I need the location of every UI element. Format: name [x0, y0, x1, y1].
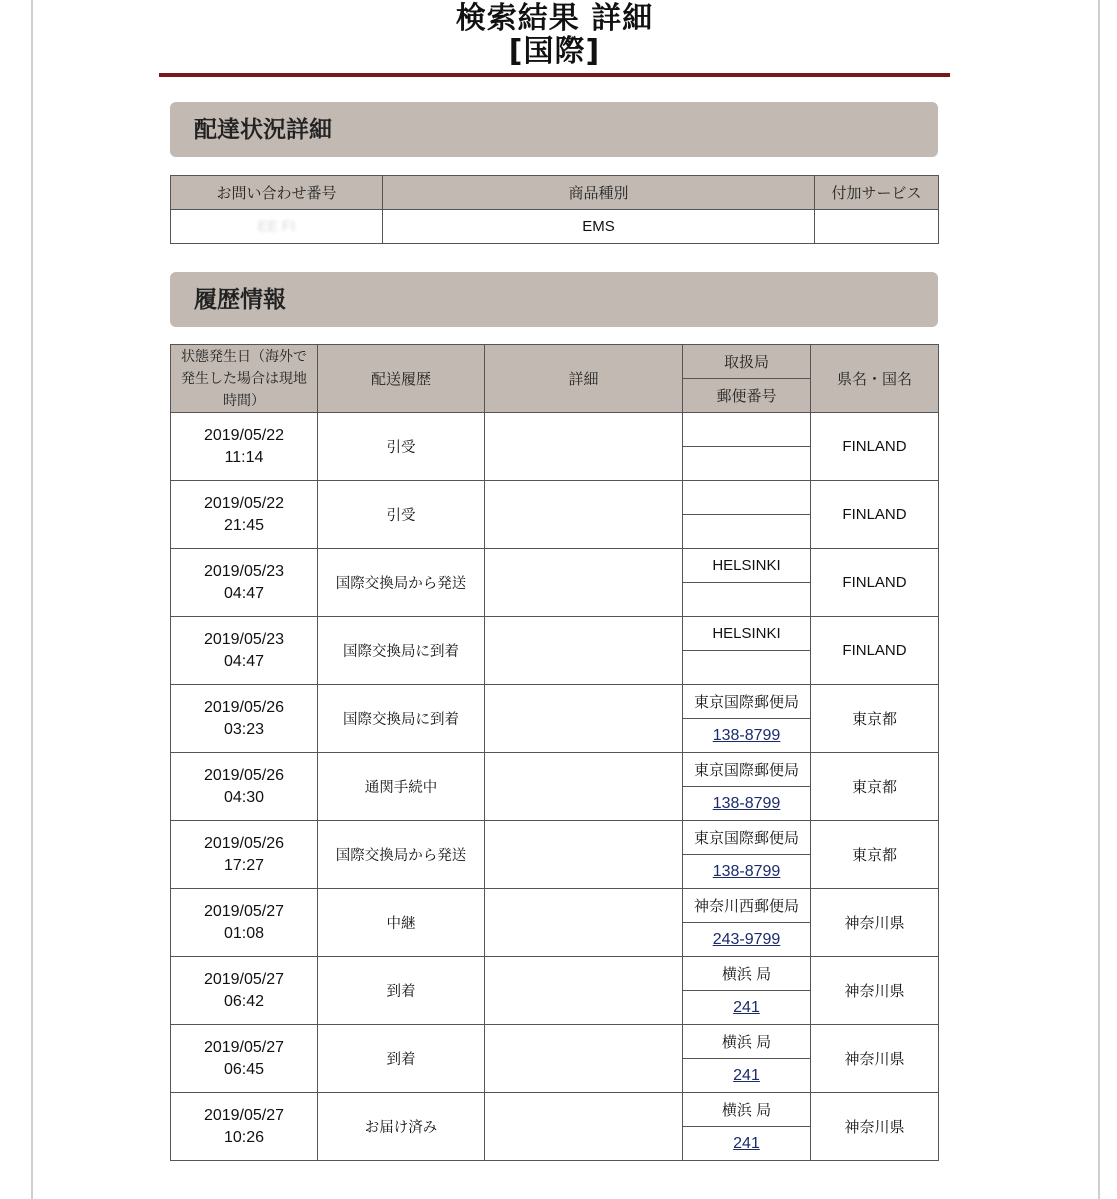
delivery-status-table — [170, 175, 939, 244]
event-date: 2019/05/27 — [203, 1038, 285, 1056]
handling-office — [683, 413, 811, 447]
handling-office — [683, 821, 811, 855]
postal-code-cell — [683, 515, 811, 549]
event-date: 2019/05/22 — [203, 494, 285, 512]
event-datetime — [171, 685, 318, 753]
event-region: 神奈川県 — [811, 1025, 939, 1093]
history-row — [171, 821, 939, 855]
event-detail — [485, 1093, 683, 1161]
handling-office-name: 神奈川西郵便局 — [693, 898, 799, 915]
event-datetime — [171, 957, 318, 1025]
postal-code-link[interactable]: 138-8799 — [712, 726, 781, 744]
page-title-line1: 検索結果 詳細 — [455, 1, 654, 36]
event-description: 引受 — [318, 481, 485, 549]
history-row — [171, 549, 939, 583]
delivery-status-heading: 配達状況詳細 — [170, 102, 938, 157]
event-datetime — [171, 413, 318, 481]
handling-office — [683, 957, 811, 991]
postal-header: 郵便番号 — [683, 379, 811, 413]
handling-office — [683, 685, 811, 719]
event-date: 2019/05/27 — [203, 1106, 285, 1124]
event-region: FINLAND — [811, 481, 939, 549]
history-row — [171, 685, 939, 719]
office-header: 取扱局 — [683, 345, 811, 379]
event-datetime — [171, 549, 318, 617]
event-datetime — [171, 481, 318, 549]
history-row — [171, 889, 939, 923]
event-description: 国際交換局に到着 — [318, 685, 485, 753]
handling-office — [683, 1093, 811, 1127]
event-time: 06:42 — [223, 992, 265, 1010]
postal-code-cell — [683, 447, 811, 481]
history-header-row — [171, 345, 939, 379]
event-time: 21:45 — [223, 516, 265, 534]
handling-office — [683, 889, 811, 923]
event-description: 到着 — [318, 1025, 485, 1093]
event-datetime — [171, 1025, 318, 1093]
event-detail — [485, 889, 683, 957]
event-description: 引受 — [318, 413, 485, 481]
postal-code-link[interactable]: 138-8799 — [712, 794, 781, 812]
postal-code-link[interactable]: 241 — [733, 1066, 760, 1084]
event-date: 2019/05/22 — [203, 426, 285, 444]
history-row — [171, 1093, 939, 1127]
event-datetime — [171, 889, 318, 957]
event-detail — [485, 481, 683, 549]
event-region: 神奈川県 — [811, 957, 939, 1025]
event-time: 06:45 — [223, 1060, 265, 1078]
event-date: 2019/05/26 — [203, 698, 285, 716]
postal-code-link[interactable]: 241 — [733, 1134, 760, 1152]
event-date: 2019/05/23 — [203, 630, 285, 648]
history-row — [171, 1025, 939, 1059]
page-border-right — [1098, 0, 1100, 1199]
event-description: お届け済み — [318, 1093, 485, 1161]
event-description: 到着 — [318, 957, 485, 1025]
handling-office-name: 東京国際郵便局 — [693, 762, 799, 779]
event-datetime — [171, 617, 318, 685]
date-header: 状態発生日（海外で発生した場合は現地時間） — [171, 345, 318, 413]
history-row — [171, 617, 939, 651]
event-detail — [485, 957, 683, 1025]
history-row — [171, 753, 939, 787]
event-description: 国際交換局から発送 — [318, 821, 485, 889]
event-description: 通関手続中 — [318, 753, 485, 821]
handling-office-name: HELSINKI — [712, 557, 781, 574]
postal-code-cell — [683, 855, 811, 889]
event-datetime — [171, 1093, 318, 1161]
handling-office-name: HELSINKI — [712, 625, 781, 642]
region-header: 県名・国名 — [811, 345, 939, 413]
event-region: FINLAND — [811, 549, 939, 617]
postal-code-cell — [683, 787, 811, 821]
product-type-header: 商品種別 — [383, 176, 815, 210]
event-detail — [485, 821, 683, 889]
event-date: 2019/05/26 — [203, 766, 285, 784]
event-region: FINLAND — [811, 617, 939, 685]
history-table — [170, 344, 939, 1161]
event-description: 国際交換局に到着 — [318, 617, 485, 685]
event-datetime — [171, 753, 318, 821]
event-detail — [485, 1025, 683, 1093]
event-region: FINLAND — [811, 413, 939, 481]
postal-code-cell — [683, 719, 811, 753]
history-row — [171, 957, 939, 991]
additional-service — [815, 210, 939, 244]
title-divider — [159, 73, 950, 77]
event-time: 01:08 — [223, 924, 265, 942]
event-date: 2019/05/23 — [203, 562, 285, 580]
postal-code-link[interactable]: 241 — [733, 998, 760, 1016]
event-date: 2019/05/27 — [203, 970, 285, 988]
handling-office-name: 東京国際郵便局 — [693, 694, 799, 711]
event-detail — [485, 549, 683, 617]
event-header: 配送履歴 — [318, 345, 485, 413]
postal-code-cell — [683, 1059, 811, 1093]
postal-code-cell — [683, 923, 811, 957]
event-date: 2019/05/26 — [203, 834, 285, 852]
postal-code-cell — [683, 651, 811, 685]
event-detail — [485, 685, 683, 753]
handling-office — [683, 617, 811, 651]
event-detail — [485, 413, 683, 481]
event-region: 神奈川県 — [811, 1093, 939, 1161]
inquiry-number-header: お問い合わせ番号 — [171, 176, 383, 210]
event-region: 東京都 — [811, 753, 939, 821]
history-row — [171, 413, 939, 447]
event-time: 04:47 — [223, 584, 265, 602]
event-time: 10:26 — [223, 1128, 265, 1146]
delivery-status-header-row — [171, 176, 939, 210]
event-time: 11:14 — [224, 448, 264, 466]
detail-header: 詳細 — [485, 345, 683, 413]
event-region: 東京都 — [811, 821, 939, 889]
event-detail — [485, 753, 683, 821]
event-detail — [485, 617, 683, 685]
postal-code-link[interactable]: 138-8799 — [712, 862, 781, 880]
postal-code-cell — [683, 1127, 811, 1161]
event-time: 17:27 — [223, 856, 265, 874]
additional-service-header: 付加サービス — [815, 176, 939, 210]
postal-code-cell — [683, 583, 811, 617]
event-region: 神奈川県 — [811, 889, 939, 957]
handling-office-name: 横浜 局 — [721, 1034, 772, 1051]
page-border-left — [31, 0, 33, 1199]
postal-code-link[interactable]: 243-9799 — [712, 930, 781, 948]
page-title-line2: [国際] — [508, 34, 601, 69]
event-region: 東京都 — [811, 685, 939, 753]
history-heading: 履歴情報 — [170, 272, 938, 327]
event-time: 03:23 — [223, 720, 265, 738]
page-title — [159, 2, 950, 68]
event-description: 国際交換局から発送 — [318, 549, 485, 617]
handling-office-name: 東京国際郵便局 — [693, 830, 799, 847]
handling-office — [683, 1025, 811, 1059]
tracking-number: EE FI — [171, 210, 383, 244]
event-date: 2019/05/27 — [203, 902, 285, 920]
handling-office-name: 横浜 局 — [721, 966, 772, 983]
event-description: 中継 — [318, 889, 485, 957]
handling-office — [683, 753, 811, 787]
postal-code-cell — [683, 991, 811, 1025]
event-time: 04:47 — [223, 652, 265, 670]
history-rows — [171, 413, 939, 1161]
event-time: 04:30 — [223, 788, 265, 806]
history-row — [171, 481, 939, 515]
product-type: EMS — [383, 210, 815, 244]
handling-office — [683, 481, 811, 515]
handling-office — [683, 549, 811, 583]
handling-office-name: 横浜 局 — [721, 1102, 772, 1119]
delivery-status-row — [171, 210, 939, 244]
event-datetime — [171, 821, 318, 889]
